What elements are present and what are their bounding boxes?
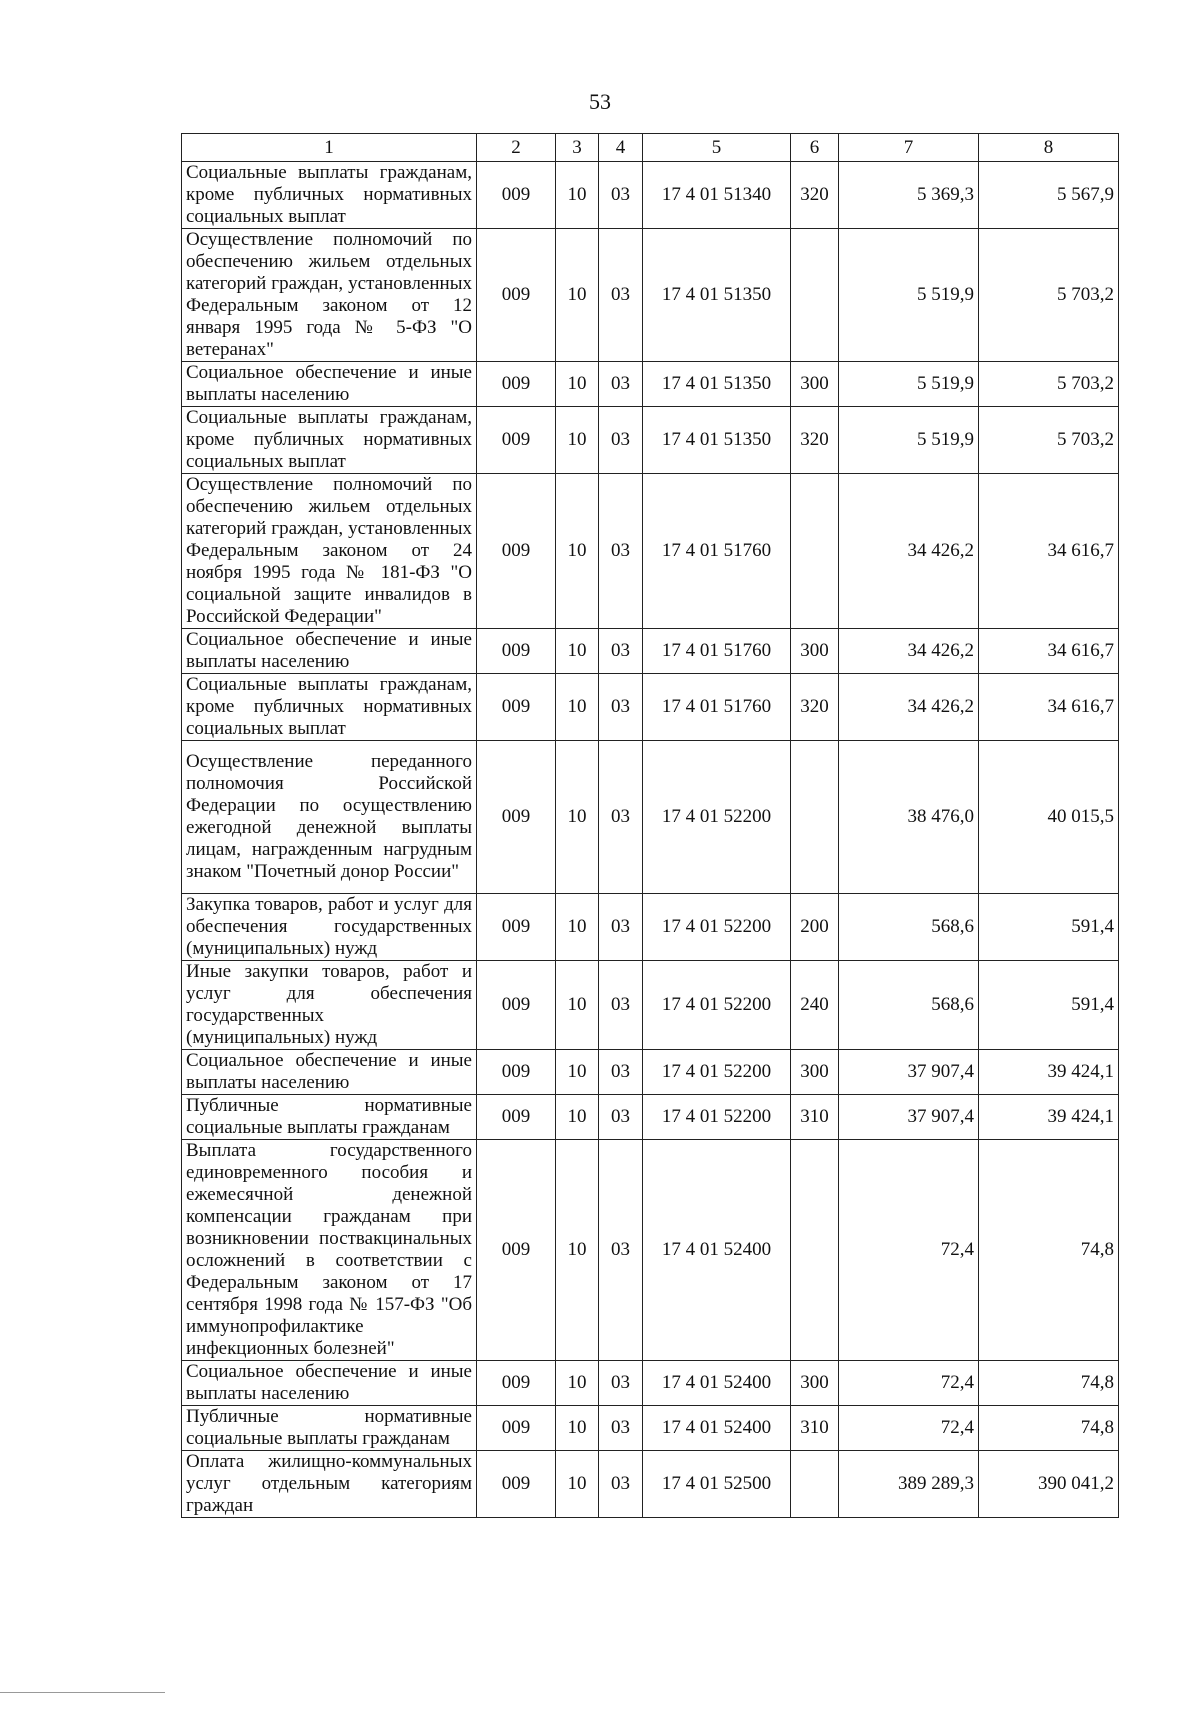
page-number: 53 [589,89,611,114]
table-row [182,474,1119,629]
section-code-cell: 10 [556,474,599,629]
subsection-code-cell: 03 [599,1140,643,1361]
expense-type-cell: 320 [791,162,839,229]
table-row [182,1050,1119,1095]
target-article-cell: 17 4 01 52400 [643,1406,791,1451]
section-code-cell: 10 [556,1451,599,1518]
expense-name-cell: Осуществление полномочий по обеспечению жильем отдельных категорий граждан, установленных Федеральным законом от 24 ноября 1995 года № 181-ФЗ "О социальной защите инвалидов в Российской Федерации" [182,474,477,629]
subsection-code-cell: 03 [599,1451,643,1518]
subsection-code-cell: 03 [599,674,643,741]
expense-type-cell: 240 [791,961,839,1050]
table-row [182,1361,1119,1406]
ministry-code-cell: 009 [477,1451,556,1518]
header-col-6: 6 [791,134,839,162]
amount-col-8-cell: 74,8 [979,1406,1119,1451]
amount-col-7-cell: 34 426,2 [839,629,979,674]
target-article-cell: 17 4 01 52500 [643,1451,791,1518]
ministry-code-cell: 009 [477,407,556,474]
amount-col-8-cell: 5 703,2 [979,362,1119,407]
subsection-code-cell: 03 [599,961,643,1050]
section-code-cell: 10 [556,741,599,894]
amount-col-7-cell: 568,6 [839,894,979,961]
table-row [182,1406,1119,1451]
expense-type-cell [791,741,839,894]
subsection-code-cell: 03 [599,474,643,629]
amount-col-8-cell: 5 567,9 [979,162,1119,229]
subsection-code-cell: 03 [599,1406,643,1451]
subsection-code-cell: 03 [599,629,643,674]
expense-name-cell: Социальные выплаты гражданам, кроме публичных нормативных социальных выплат [182,674,477,741]
ministry-code-cell: 009 [477,674,556,741]
section-code-cell: 10 [556,674,599,741]
expense-type-cell [791,1140,839,1361]
table-row [182,674,1119,741]
ministry-code-cell: 009 [477,162,556,229]
expense-name-cell: Осуществление полномочий по обеспечению жильем отдельных категорий граждан, установленных Федеральным законом от 12 января 1995 года № 5-ФЗ "О ветеранах" [182,229,477,362]
amount-col-8-cell: 39 424,1 [979,1095,1119,1140]
expense-name-cell: Социальное обеспечение и иные выплаты населению [182,1050,477,1095]
amount-col-8-cell: 591,4 [979,894,1119,961]
target-article-cell: 17 4 01 52200 [643,1050,791,1095]
target-article-cell: 17 4 01 51350 [643,362,791,407]
header-col-3: 3 [556,134,599,162]
amount-col-7-cell: 34 426,2 [839,674,979,741]
ministry-code-cell: 009 [477,229,556,362]
expense-name-cell: Публичные нормативные социальные выплаты гражданам [182,1406,477,1451]
ministry-code-cell: 009 [477,1406,556,1451]
expense-type-cell: 300 [791,1361,839,1406]
subsection-code-cell: 03 [599,407,643,474]
ministry-code-cell: 009 [477,474,556,629]
expense-name-cell: Социальное обеспечение и иные выплаты населению [182,629,477,674]
section-code-cell: 10 [556,229,599,362]
table-header [182,134,1119,162]
expense-name-cell: Закупка товаров, работ и услуг для обеспечения государственных (муниципальных) нужд [182,894,477,961]
amount-col-7-cell: 5 519,9 [839,229,979,362]
section-code-cell: 10 [556,1140,599,1361]
expense-type-cell [791,1451,839,1518]
header-row [182,134,1119,162]
target-article-cell: 17 4 01 51760 [643,474,791,629]
target-article-cell: 17 4 01 52400 [643,1140,791,1361]
subsection-code-cell: 03 [599,1050,643,1095]
amount-col-8-cell: 74,8 [979,1361,1119,1406]
header-col-1: 1 [182,134,477,162]
expense-type-cell: 200 [791,894,839,961]
amount-col-7-cell: 5 369,3 [839,162,979,229]
target-article-cell: 17 4 01 51340 [643,162,791,229]
expense-name-cell: Осуществление переданного полномочия Российской Федерации по осуществлению ежегодной денежной выплаты лицам, награжденным нагрудным знаком "Почетный донор России" [182,741,477,894]
table-row [182,362,1119,407]
ministry-code-cell: 009 [477,961,556,1050]
amount-col-7-cell: 72,4 [839,1361,979,1406]
amount-col-7-cell: 72,4 [839,1140,979,1361]
ministry-code-cell: 009 [477,1361,556,1406]
expense-type-cell: 310 [791,1406,839,1451]
ministry-code-cell: 009 [477,1095,556,1140]
expense-type-cell: 300 [791,629,839,674]
subsection-code-cell: 03 [599,229,643,362]
amount-col-8-cell: 74,8 [979,1140,1119,1361]
target-article-cell: 17 4 01 51760 [643,629,791,674]
header-col-2: 2 [477,134,556,162]
section-code-cell: 10 [556,162,599,229]
amount-col-7-cell: 389 289,3 [839,1451,979,1518]
table-row [182,1451,1119,1518]
target-article-cell: 17 4 01 52200 [643,1095,791,1140]
section-code-cell: 10 [556,961,599,1050]
amount-col-7-cell: 5 519,9 [839,362,979,407]
subsection-code-cell: 03 [599,894,643,961]
subsection-code-cell: 03 [599,741,643,894]
table-row [182,407,1119,474]
expense-name-cell: Социальные выплаты гражданам, кроме публичных нормативных социальных выплат [182,162,477,229]
expense-name-cell: Социальное обеспечение и иные выплаты населению [182,362,477,407]
section-code-cell: 10 [556,1406,599,1451]
ministry-code-cell: 009 [477,362,556,407]
expense-name-cell: Социальные выплаты гражданам, кроме публичных нормативных социальных выплат [182,407,477,474]
target-article-cell: 17 4 01 51760 [643,674,791,741]
section-code-cell: 10 [556,894,599,961]
subsection-code-cell: 03 [599,1095,643,1140]
expense-type-cell: 320 [791,674,839,741]
section-code-cell: 10 [556,629,599,674]
table-row [182,741,1119,894]
expense-name-cell: Социальное обеспечение и иные выплаты населению [182,1361,477,1406]
table-row [182,1140,1119,1361]
amount-col-8-cell: 34 616,7 [979,629,1119,674]
section-code-cell: 10 [556,1050,599,1095]
expense-name-cell: Публичные нормативные социальные выплаты гражданам [182,1095,477,1140]
table-body [182,162,1119,1518]
subsection-code-cell: 03 [599,1361,643,1406]
section-code-cell: 10 [556,407,599,474]
amount-col-7-cell: 34 426,2 [839,474,979,629]
expense-type-cell: 300 [791,362,839,407]
section-code-cell: 10 [556,1361,599,1406]
scan-edge-line [0,1692,165,1693]
expense-type-cell: 300 [791,1050,839,1095]
header-col-7: 7 [839,134,979,162]
ministry-code-cell: 009 [477,1050,556,1095]
amount-col-8-cell: 34 616,7 [979,474,1119,629]
target-article-cell: 17 4 01 51350 [643,407,791,474]
ministry-code-cell: 009 [477,741,556,894]
table-row [182,629,1119,674]
budget-table [181,133,1119,1518]
table-row [182,961,1119,1050]
table-row [182,162,1119,229]
target-article-cell: 17 4 01 52200 [643,961,791,1050]
amount-col-7-cell: 38 476,0 [839,741,979,894]
target-article-cell: 17 4 01 52400 [643,1361,791,1406]
table-row [182,229,1119,362]
section-code-cell: 10 [556,1095,599,1140]
amount-col-7-cell: 72,4 [839,1406,979,1451]
subsection-code-cell: 03 [599,162,643,229]
table-row [182,894,1119,961]
expense-type-cell: 310 [791,1095,839,1140]
ministry-code-cell: 009 [477,894,556,961]
expense-type-cell [791,474,839,629]
expense-name-cell: Оплата жилищно-коммунальных услуг отдельным категориям граждан [182,1451,477,1518]
expense-name-cell: Иные закупки товаров, работ и услуг для обеспечения государственных (муниципальных) нужд [182,961,477,1050]
expense-type-cell: 320 [791,407,839,474]
amount-col-8-cell: 5 703,2 [979,407,1119,474]
amount-col-8-cell: 34 616,7 [979,674,1119,741]
amount-col-7-cell: 5 519,9 [839,407,979,474]
header-col-4: 4 [599,134,643,162]
amount-col-7-cell: 37 907,4 [839,1095,979,1140]
header-col-8: 8 [979,134,1119,162]
target-article-cell: 17 4 01 51350 [643,229,791,362]
expense-type-cell [791,229,839,362]
amount-col-7-cell: 37 907,4 [839,1050,979,1095]
amount-col-8-cell: 5 703,2 [979,229,1119,362]
target-article-cell: 17 4 01 52200 [643,894,791,961]
target-article-cell: 17 4 01 52200 [643,741,791,894]
section-code-cell: 10 [556,362,599,407]
amount-col-8-cell: 591,4 [979,961,1119,1050]
header-col-5: 5 [643,134,791,162]
amount-col-8-cell: 390 041,2 [979,1451,1119,1518]
ministry-code-cell: 009 [477,1140,556,1361]
subsection-code-cell: 03 [599,362,643,407]
amount-col-8-cell: 40 015,5 [979,741,1119,894]
amount-col-7-cell: 568,6 [839,961,979,1050]
ministry-code-cell: 009 [477,629,556,674]
table-row [182,1095,1119,1140]
amount-col-8-cell: 39 424,1 [979,1050,1119,1095]
expense-name-cell: Выплата государственного единовременного пособия и ежемесячной денежной компенсации гражданам при возникновении поствакцинальных осложнений в соответствии с Федеральным законом от 17 сентября 1998 года № 157-ФЗ "Об иммунопрофилактике инфекционных болезней" [182,1140,477,1361]
